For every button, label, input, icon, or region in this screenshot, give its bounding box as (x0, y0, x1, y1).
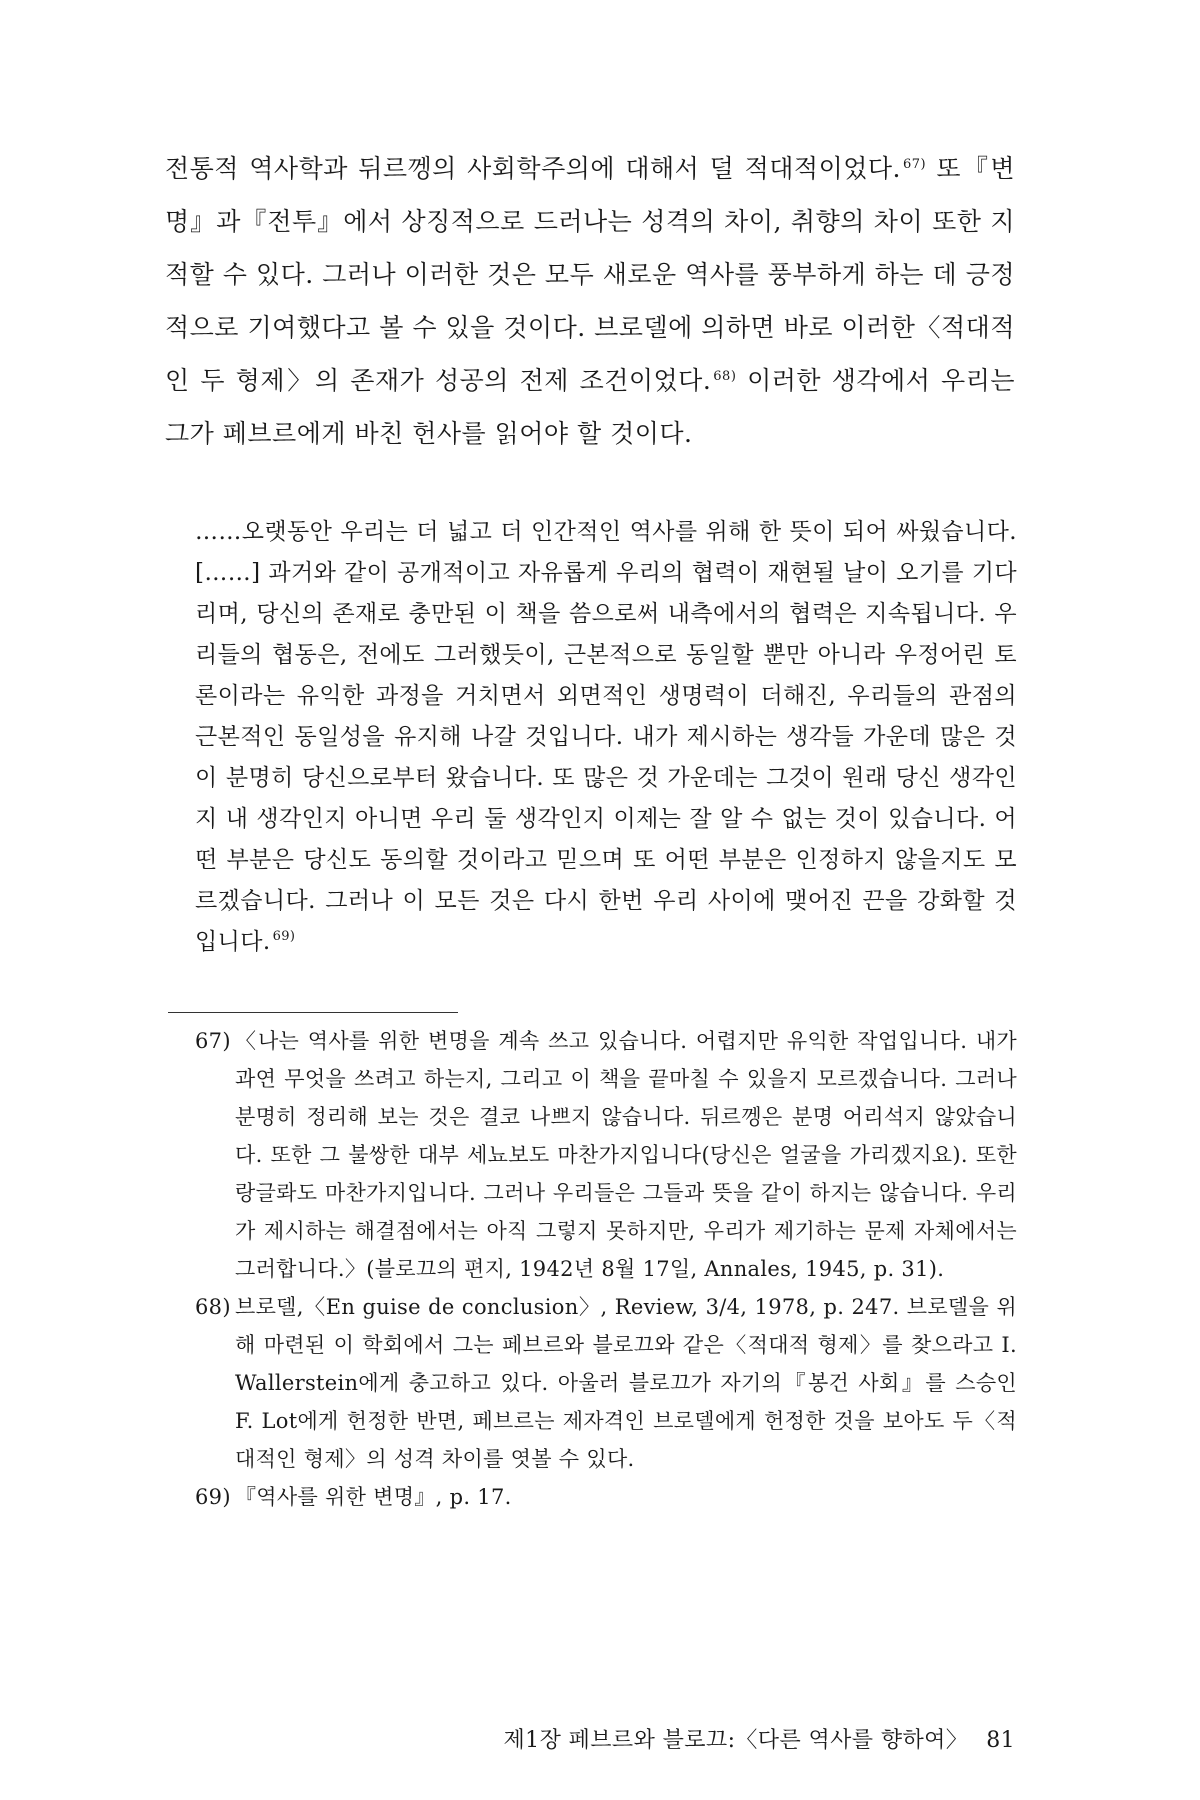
body-text (165, 142, 1015, 460)
footnote-divider (168, 1012, 458, 1013)
footnote-number: 68) (195, 1295, 231, 1319)
footnote-ref-67: 67) (902, 156, 927, 172)
quote-text: ……오랫동안 우리는 더 넓고 더 인간적인 역사를 위해 한 뜻이 되어 싸웠습니다. [……] 과거와 같이 공개적이고 자유롭게 우리의 협력이 재현될 날이 오기를 기다리며, 당신의 존재로 충만된 이 책을 씀으로써 내측에서의 협력은 지속됩니다. 우리들의 협동은, 전에도 그러했듯이, 근본적으로 동일할 뿐만 아니라 우정어린 토론이라는 유익한 과정을 거치면서 외면적인 생명력이 더해진, 우리들의 관점의 근본적인 동일성을 유지해 나갈 것입니다. 내가 제시하는 생각들 가운데 많은 것이 분명히 당신으로부터 왔습니다. 또 많은 것 가운데는 그것이 원래 당신 생각인지 내 생각인지 아니면 우리 둘 생각인지 이제는 잘 알 수 없는 것이 있습니다. 어떤 부분은 당신도 동의할 것이라고 믿으며 또 어떤 부분은 인정하지 않을지도 모르겠습니다. 그러나 이 모든 것은 다시 한번 우리 사이에 맺어진 끈을 강화할 것입니다. (195, 519, 1017, 955)
footnote-68 (195, 1288, 1017, 1478)
footnote-ref-68: 68) (713, 368, 737, 384)
body-paragraph-3: 이러한 생각에서 우리는 그가 페브르에게 바친 헌사를 읽어야 할 것이다. (165, 366, 1015, 448)
footnote-67 (195, 1022, 1017, 1288)
footnote-text: 브로델,〈En guise de conclusion〉, Review, 3/4, 1978, p. 247. 브로델을 위해 마련된 이 학회에서 그는 페브르와 블로끄와 같은〈적대적 형제〉를 찾으라고 I. Wallerstein에게 충고하고 있다. 아울러 블로끄가 자기의『봉건 사회』를 스승인 F. Lot에게 헌정한 반면, 페브르는 제자격인 브로델에게 헌정한 것을 보아도 두〈적대적인 형제〉의 성격 차이를 엿볼 수 있다. (235, 1295, 1017, 1471)
footnote-text: 『역사를 위한 변명』, p. 17. (235, 1485, 512, 1509)
block-quote (195, 512, 1017, 963)
footnote-ref-69: 69) (272, 929, 296, 945)
footnote-69 (195, 1478, 1017, 1516)
page-number: 81 (986, 1728, 1015, 1753)
body-paragraph-2: 또『변명』과『전투』에서 상징적으로 드러나는 성격의 차이, 취향의 차이 또한 지적할 수 있다. 그러나 이러한 것은 모두 새로운 역사를 풍부하게 하는 데 긍정적으로 기여했다고 볼 수 있을 것이다. 브로델에 의하면 바로 이러한〈적대적인 두 형제〉의 존재가 성공의 전제 조건이었다. (165, 154, 1015, 395)
footnote-number: 69) (195, 1485, 231, 1509)
body-paragraph-1: 전통적 역사학과 뒤르껭의 사회학주의에 대해서 덜 적대적이었다. (165, 154, 901, 183)
footnotes (195, 1022, 1017, 1516)
footnote-number: 67) (195, 1029, 231, 1053)
running-title: 제1장 페브르와 블로끄:〈다른 역사를 향하여〉 (503, 1728, 969, 1753)
page-footer (470, 1726, 1015, 1756)
footnote-text: 〈나는 역사를 위한 변명을 계속 쓰고 있습니다. 어렵지만 유익한 작업입니다. 내가 과연 무엇을 쓰려고 하는지, 그리고 이 책을 끝마칠 수 있을지 모르겠습니다. 그러나 분명히 정리해 보는 것은 결코 나쁘지 않습니다. 뒤르껭은 분명 어리석지 않았습니다. 또한 그 불쌍한 대부 세뇨보도 마찬가지입니다(당신은 얼굴을 가리겠지요). 또한 랑글롸도 마찬가지입니다. 그러나 우리들은 그들과 뜻을 같이 하지는 않습니다. 우리가 제시하는 해결점에서는 아직 그렇지 못하지만, 우리가 제기하는 문제 자체에서는 그러합니다.〉(블로끄의 편지, 1942년 8월 17일, Annales, 1945, p. 31). (235, 1029, 1017, 1281)
